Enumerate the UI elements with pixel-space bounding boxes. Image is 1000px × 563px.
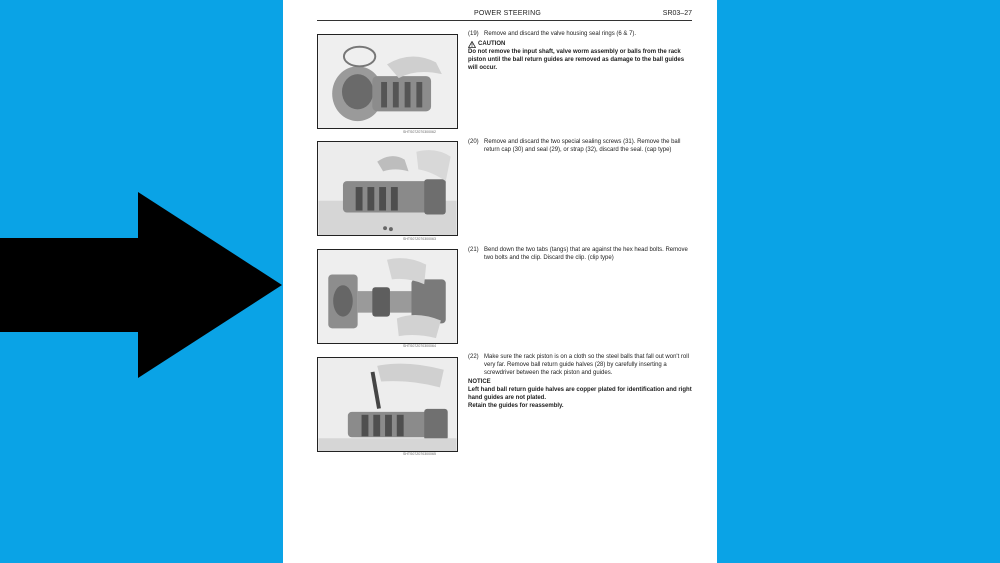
- photo-caption: SHTS07Z070300064: [403, 344, 436, 348]
- step-text: Remove and discard the two special sealing screws (31). Remove the ball return cap (30) and seal (29), or strap (32), discard the seal. (cap type): [484, 139, 681, 153]
- photo-caption: SHTS07Z070300065: [403, 452, 436, 456]
- step-text: Remove and discard the valve housing seal rings (6 & 7).: [484, 31, 637, 37]
- step-number: (19): [468, 31, 479, 37]
- caution-text: Do not remove the input shaft, valve worm assembly or balls from the rack piston until the ball return guides are removed as damage to the ball guides will occur.: [468, 49, 685, 71]
- step-number: (20): [468, 139, 479, 145]
- step-19-photo: [317, 34, 458, 129]
- photo-caption: SHTS07Z070300063: [403, 237, 436, 241]
- step-19: [468, 30, 693, 72]
- page-code: SR03–27: [662, 10, 692, 17]
- step-20: [468, 138, 693, 154]
- step-text: Make sure the rack piston is on a cloth so the steel balls that fall out won't roll very far. Remove ball return guide halves (28) by carefully inserting a screwdriver between the rack piston and guides.: [484, 354, 689, 376]
- notice-label: NOTICE: [468, 379, 491, 385]
- step-text: Bend down the two tabs (tangs) that are against the hex head bolts. Remove two bolts and the clip. Discard the clip. (clip type): [484, 247, 688, 261]
- caution-label: CAUTION: [478, 41, 506, 47]
- step-21: [468, 246, 693, 262]
- step-number: (22): [468, 354, 479, 360]
- notice-text: Left hand ball return guide halves are copper plated for identification and right hand guides are not plated. Retain the guides for reassembly.: [468, 387, 692, 409]
- step-20-photo: [317, 141, 458, 236]
- manual-page: [283, 0, 717, 563]
- photo-caption: SHTS07Z070300062: [403, 130, 436, 134]
- right-arrow-icon: [0, 192, 282, 378]
- step-22-photo: [317, 357, 458, 452]
- caution-heading: [468, 40, 693, 48]
- section-title: POWER STEERING: [474, 10, 541, 17]
- step-21-photo: [317, 249, 458, 344]
- page-header: [317, 9, 692, 21]
- step-number: (21): [468, 247, 479, 253]
- step-22: [468, 353, 693, 410]
- warning-icon: [468, 41, 476, 48]
